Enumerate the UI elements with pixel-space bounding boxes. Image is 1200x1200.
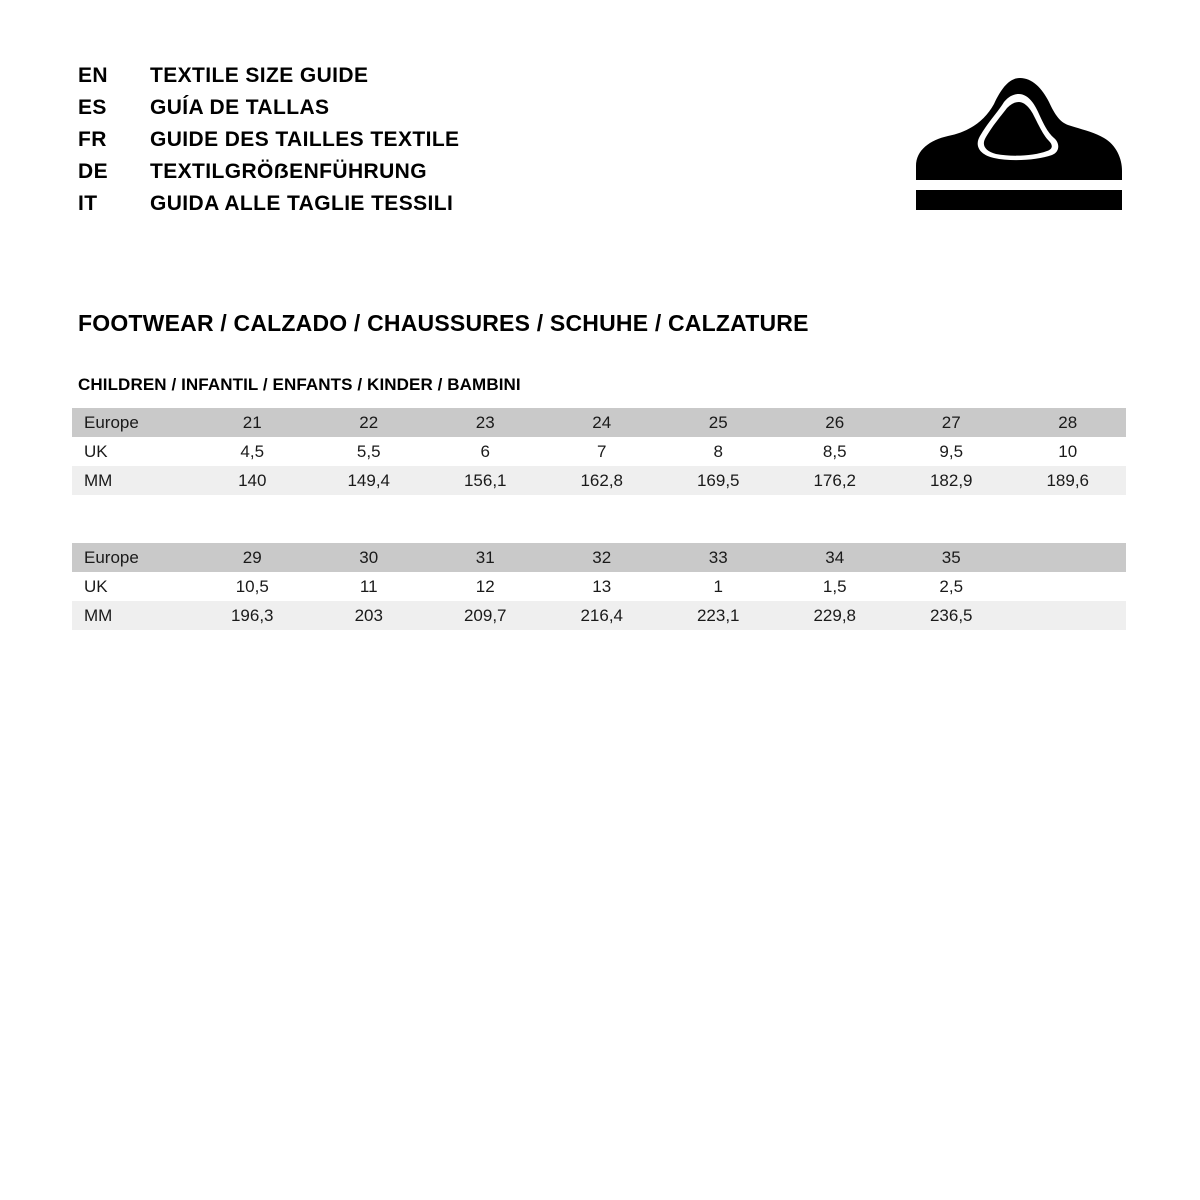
cell-mm-5: 223,1	[660, 601, 777, 630]
table-row	[72, 408, 1126, 437]
row-label-mm: MM	[72, 466, 194, 495]
cell-mm-6: 176,2	[777, 466, 894, 495]
cell-uk-2: 11	[311, 572, 428, 601]
cell-europe-8	[1010, 543, 1127, 572]
language-row-en	[78, 64, 698, 96]
cell-mm-8	[1010, 601, 1127, 630]
cell-uk-8	[1010, 572, 1127, 601]
cell-uk-3: 6	[427, 437, 544, 466]
language-row-es	[78, 96, 698, 128]
cell-uk-6: 8,5	[777, 437, 894, 466]
cell-mm-2: 149,4	[311, 466, 428, 495]
cell-uk-1: 10,5	[194, 572, 311, 601]
cell-uk-7: 2,5	[893, 572, 1010, 601]
shoe-icon	[908, 70, 1130, 220]
cell-mm-8: 189,6	[1010, 466, 1127, 495]
cell-mm-2: 203	[311, 601, 428, 630]
cell-europe-5: 33	[660, 543, 777, 572]
cell-uk-5: 1	[660, 572, 777, 601]
size-table-children-1	[72, 408, 1126, 495]
table-row	[72, 466, 1126, 495]
cell-uk-3: 12	[427, 572, 544, 601]
cell-mm-1: 196,3	[194, 601, 311, 630]
cell-europe-3: 23	[427, 408, 544, 437]
cell-mm-3: 209,7	[427, 601, 544, 630]
cell-uk-1: 4,5	[194, 437, 311, 466]
language-text-fr: GUIDE DES TAILLES TEXTILE	[150, 128, 460, 151]
language-text-de: TEXTILGRÖẞENFÜHRUNG	[150, 160, 427, 183]
row-label-europe: Europe	[72, 543, 194, 572]
cell-mm-4: 216,4	[544, 601, 661, 630]
language-text-es: GUÍA DE TALLAS	[150, 96, 330, 119]
group-title: CHILDREN / INFANTIL / ENFANTS / KINDER / BAMBINI	[78, 375, 521, 394]
cell-europe-7: 35	[893, 543, 1010, 572]
cell-uk-7: 9,5	[893, 437, 1010, 466]
section-title: FOOTWEAR / CALZADO / CHAUSSURES / SCHUHE / CALZATURE	[78, 310, 809, 336]
table-row	[72, 543, 1126, 572]
row-label-mm: MM	[72, 601, 194, 630]
cell-europe-1: 29	[194, 543, 311, 572]
row-label-uk: UK	[72, 437, 194, 466]
cell-mm-1: 140	[194, 466, 311, 495]
language-row-de	[78, 160, 698, 192]
cell-europe-3: 31	[427, 543, 544, 572]
cell-europe-2: 30	[311, 543, 428, 572]
size-table-children-2	[72, 543, 1126, 630]
cell-uk-6: 1,5	[777, 572, 894, 601]
language-list	[78, 64, 698, 224]
cell-mm-3: 156,1	[427, 466, 544, 495]
cell-mm-5: 169,5	[660, 466, 777, 495]
cell-europe-2: 22	[311, 408, 428, 437]
cell-uk-8: 10	[1010, 437, 1127, 466]
language-code-it: IT	[78, 192, 98, 215]
cell-mm-4: 162,8	[544, 466, 661, 495]
cell-europe-4: 32	[544, 543, 661, 572]
cell-uk-4: 13	[544, 572, 661, 601]
cell-mm-6: 229,8	[777, 601, 894, 630]
row-label-europe: Europe	[72, 408, 194, 437]
cell-europe-4: 24	[544, 408, 661, 437]
cell-europe-5: 25	[660, 408, 777, 437]
table-row	[72, 601, 1126, 630]
cell-europe-7: 27	[893, 408, 1010, 437]
cell-europe-6: 26	[777, 408, 894, 437]
language-text-it: GUIDA ALLE TAGLIE TESSILI	[150, 192, 454, 215]
cell-uk-4: 7	[544, 437, 661, 466]
cell-europe-6: 34	[777, 543, 894, 572]
cell-europe-8: 28	[1010, 408, 1127, 437]
language-code-en: EN	[78, 64, 108, 87]
cell-europe-1: 21	[194, 408, 311, 437]
cell-mm-7: 236,5	[893, 601, 1010, 630]
language-row-it	[78, 192, 698, 224]
language-code-de: DE	[78, 160, 108, 183]
language-code-es: ES	[78, 96, 107, 119]
cell-uk-5: 8	[660, 437, 777, 466]
language-text-en: TEXTILE SIZE GUIDE	[150, 64, 369, 87]
language-code-fr: FR	[78, 128, 107, 151]
row-label-uk: UK	[72, 572, 194, 601]
table-row	[72, 572, 1126, 601]
table-row	[72, 437, 1126, 466]
cell-mm-7: 182,9	[893, 466, 1010, 495]
cell-uk-2: 5,5	[311, 437, 428, 466]
language-row-fr	[78, 128, 698, 160]
